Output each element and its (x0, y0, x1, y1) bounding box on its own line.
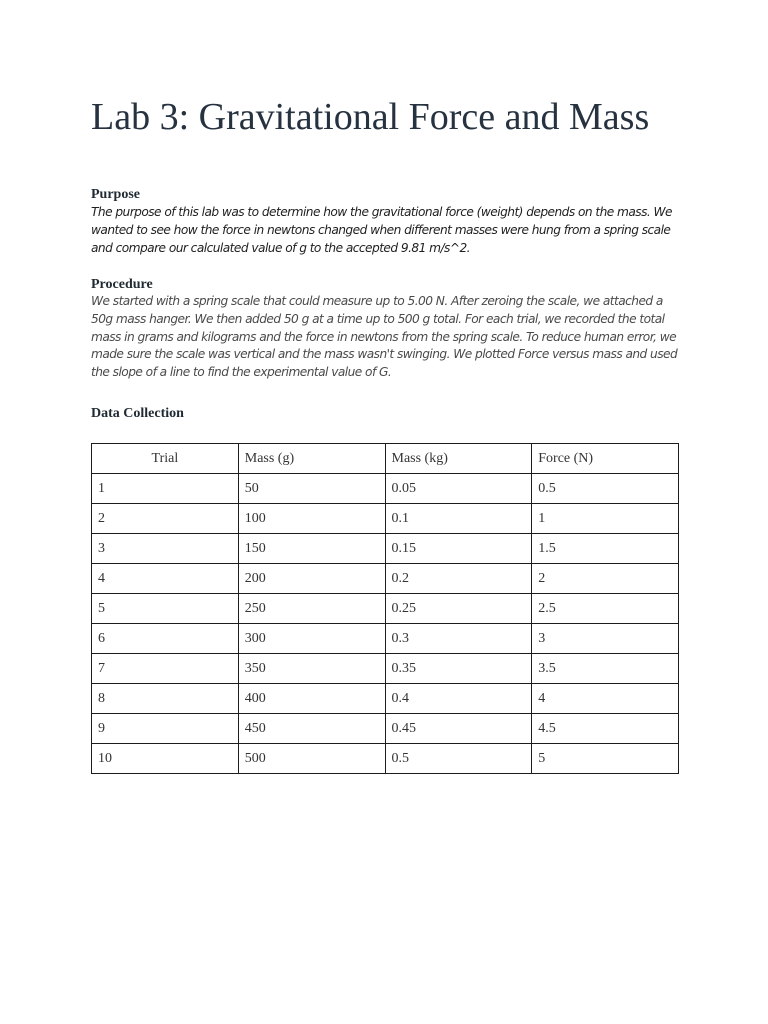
cell-mass-g: 100 (238, 504, 385, 534)
column-header-mass-kg: Mass (kg) (385, 444, 532, 474)
cell-trial: 2 (92, 504, 239, 534)
table-row (92, 594, 679, 624)
cell-trial: 3 (92, 534, 239, 564)
cell-mass-g: 500 (238, 744, 385, 774)
page-title: Lab 3: Gravitational Force and Mass (91, 96, 650, 138)
cell-trial: 9 (92, 714, 239, 744)
cell-trial: 4 (92, 564, 239, 594)
table-row (92, 654, 679, 684)
cell-force-n: 4.5 (532, 714, 679, 744)
cell-trial: 8 (92, 684, 239, 714)
cell-mass-kg: 0.45 (385, 714, 532, 744)
table-row (92, 564, 679, 594)
cell-mass-kg: 0.5 (385, 744, 532, 774)
cell-trial: 5 (92, 594, 239, 624)
table-row (92, 744, 679, 774)
cell-force-n: 0.5 (532, 474, 679, 504)
cell-mass-kg: 0.2 (385, 564, 532, 594)
purpose-text: The purpose of this lab was to determine how the gravitational force (weight) depends on the mass. We wanted to see how the force in newtons changed when different masses were hung from a spring scale and compare our calculated value of g to the accepted 9.81 m/s^2. (91, 205, 672, 255)
purpose-heading: Purpose (91, 187, 140, 202)
cell-force-n: 5 (532, 744, 679, 774)
cell-force-n: 3 (532, 624, 679, 654)
table-row (92, 534, 679, 564)
table-row (92, 474, 679, 504)
cell-mass-kg: 0.05 (385, 474, 532, 504)
cell-mass-g: 300 (238, 624, 385, 654)
data-table (91, 443, 679, 774)
cell-force-n: 1.5 (532, 534, 679, 564)
cell-trial: 10 (92, 744, 239, 774)
cell-mass-g: 200 (238, 564, 385, 594)
cell-mass-kg: 0.1 (385, 504, 532, 534)
cell-mass-g: 450 (238, 714, 385, 744)
cell-trial: 7 (92, 654, 239, 684)
procedure-heading: Procedure (91, 277, 153, 292)
column-header-trial: Trial (92, 444, 239, 474)
table-row (92, 714, 679, 744)
cell-force-n: 1 (532, 504, 679, 534)
cell-force-n: 4 (532, 684, 679, 714)
table-row (92, 504, 679, 534)
table-header-row (92, 444, 679, 474)
column-header-mass-g: Mass (g) (238, 444, 385, 474)
cell-mass-g: 50 (238, 474, 385, 504)
data-collection-heading: Data Collection (91, 406, 184, 421)
cell-mass-g: 400 (238, 684, 385, 714)
cell-mass-g: 250 (238, 594, 385, 624)
table-row (92, 684, 679, 714)
procedure-text: We started with a spring scale that could measure up to 5.00 N. After zeroing the scale, we attached a 50g mass hanger. We then added 50 g at a time up to 500 g total. For each trial, we recorded the total mass in grams and kilograms and the force in newtons from the spring scale. To reduce human error, we made sure the scale was vertical and the mass wasn't swinging. We plotted Force versus mass and used the slope of a line to find the experimental value of G. (91, 294, 678, 380)
table-row (92, 624, 679, 654)
cell-mass-kg: 0.4 (385, 684, 532, 714)
cell-trial: 6 (92, 624, 239, 654)
cell-mass-kg: 0.3 (385, 624, 532, 654)
cell-mass-kg: 0.15 (385, 534, 532, 564)
cell-mass-g: 150 (238, 534, 385, 564)
cell-trial: 1 (92, 474, 239, 504)
column-header-force-n: Force (N) (532, 444, 679, 474)
cell-force-n: 2.5 (532, 594, 679, 624)
cell-force-n: 2 (532, 564, 679, 594)
cell-mass-kg: 0.35 (385, 654, 532, 684)
cell-mass-kg: 0.25 (385, 594, 532, 624)
cell-force-n: 3.5 (532, 654, 679, 684)
cell-mass-g: 350 (238, 654, 385, 684)
